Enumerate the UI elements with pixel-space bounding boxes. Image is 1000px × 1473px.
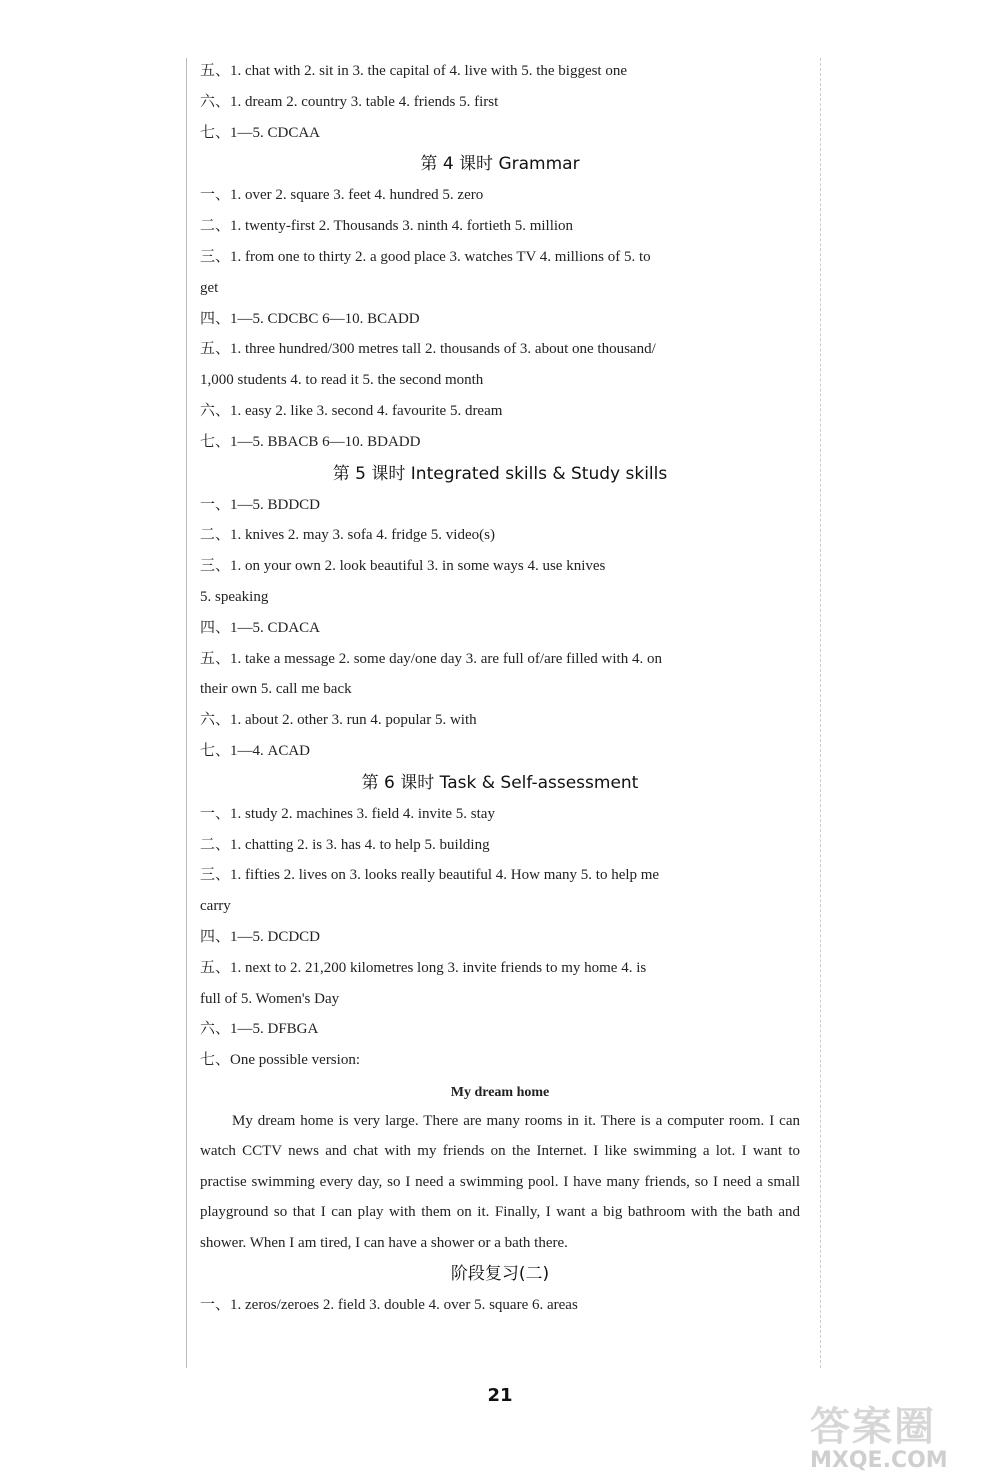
answer-line: 三、1. on your own 2. look beautiful 3. in some ways 4. use knives: [200, 558, 606, 575]
answer-line: 七、1—5. BBACB 6—10. BDADD: [200, 433, 421, 450]
answer-line: 一、1. zeros/zeroes 2. field 3. double 4. over 5. square 6. areas: [200, 1296, 578, 1313]
answer-line: 七、1—4. ACAD: [200, 742, 311, 759]
answer-line: 一、1—5. BDDCD: [200, 496, 321, 513]
right-margin-rule: [820, 58, 821, 1368]
left-margin-rule: [186, 58, 187, 1368]
answer-line: 1,000 students 4. to read it 5. the second month: [200, 372, 484, 389]
answer-line: 三、1. fifties 2. lives on 3. looks really beautiful 4. How many 5. to help me: [200, 867, 660, 884]
answer-line: 四、1—5. CDACA: [200, 619, 321, 636]
site-watermark-logo: [810, 1395, 995, 1473]
answer-line: get: [200, 279, 219, 296]
essay-body: My dream home is very large. There are many rooms in it. There is a computer room. I can watch CCTV news and chat with my friends on the Internet. I like swimming a lot. I want to practise swimming every day, so I need a swimming pool. I have many friends, so I need a small playground so that I can play with them on it. Finally, I want a big bathroom with the bath and shower. When I am tired, I can have a shower or a bath there.: [200, 1112, 800, 1251]
lesson5-heading: 第 5 课时 Integrated skills & Study skills: [332, 463, 668, 484]
watermark-url: MXQE.COM: [810, 1448, 948, 1473]
watermark-text: 答案圈: [810, 1404, 936, 1450]
answer-line: 五、1. take a message 2. some day/one day 3. are full of/are filled with 4. on: [200, 650, 662, 667]
essay-title: My dream home: [450, 1084, 550, 1100]
lesson4-heading: 第 4 课时 Grammar: [420, 154, 580, 175]
answer-line: 七、One possible version:: [200, 1052, 360, 1069]
answer-line: their own 5. call me back: [200, 681, 352, 698]
page-number: 21: [487, 1385, 513, 1406]
answer-line: 六、1. easy 2. like 3. second 4. favourite 5. dream: [200, 402, 503, 419]
answer-line: 二、1. knives 2. may 3. sofa 4. fridge 5. video(s): [200, 527, 495, 544]
answer-column: [200, 56, 800, 1321]
answer-line: 四、1—5. DCDCD: [200, 928, 321, 945]
answer-line: 二、1. twenty-first 2. Thousands 3. ninth 4. fortieth 5. million: [200, 218, 574, 235]
answer-line: 六、1. about 2. other 3. run 4. popular 5. with: [200, 712, 477, 729]
answer-line: 六、1. dream 2. country 3. table 4. friends 5. first: [200, 93, 499, 110]
answer-line: 六、1—5. DFBGA: [200, 1021, 319, 1038]
answer-line: 三、1. from one to thirty 2. a good place 3. watches TV 4. millions of 5. to: [200, 248, 651, 265]
answer-line: 五、1. three hundred/300 metres tall 2. thousands of 3. about one thousand/: [200, 341, 656, 358]
answer-line: 5. speaking: [200, 588, 269, 605]
answer-line: full of 5. Women's Day: [200, 990, 340, 1007]
answer-line: 一、1. over 2. square 3. feet 4. hundred 5. zero: [200, 187, 484, 204]
answer-line: 五、1. chat with 2. sit in 3. the capital of 4. live with 5. the biggest one: [200, 63, 628, 79]
answer-line: 七、1—5. CDCAA: [200, 124, 321, 141]
answer-line: 二、1. chatting 2. is 3. has 4. to help 5. building: [200, 836, 490, 853]
answer-line: 四、1—5. CDCBC 6—10. BCADD: [200, 310, 420, 327]
answer-line: 一、1. study 2. machines 3. field 4. invite 5. stay: [200, 805, 495, 822]
review-heading: 阶段复习(二): [450, 1263, 550, 1284]
answer-line: carry: [200, 898, 231, 915]
answer-line: 五、1. next to 2. 21,200 kilometres long 3. invite friends to my home 4. is: [200, 959, 647, 976]
lesson6-heading: 第 6 课时 Task & Self-assessment: [361, 772, 639, 793]
